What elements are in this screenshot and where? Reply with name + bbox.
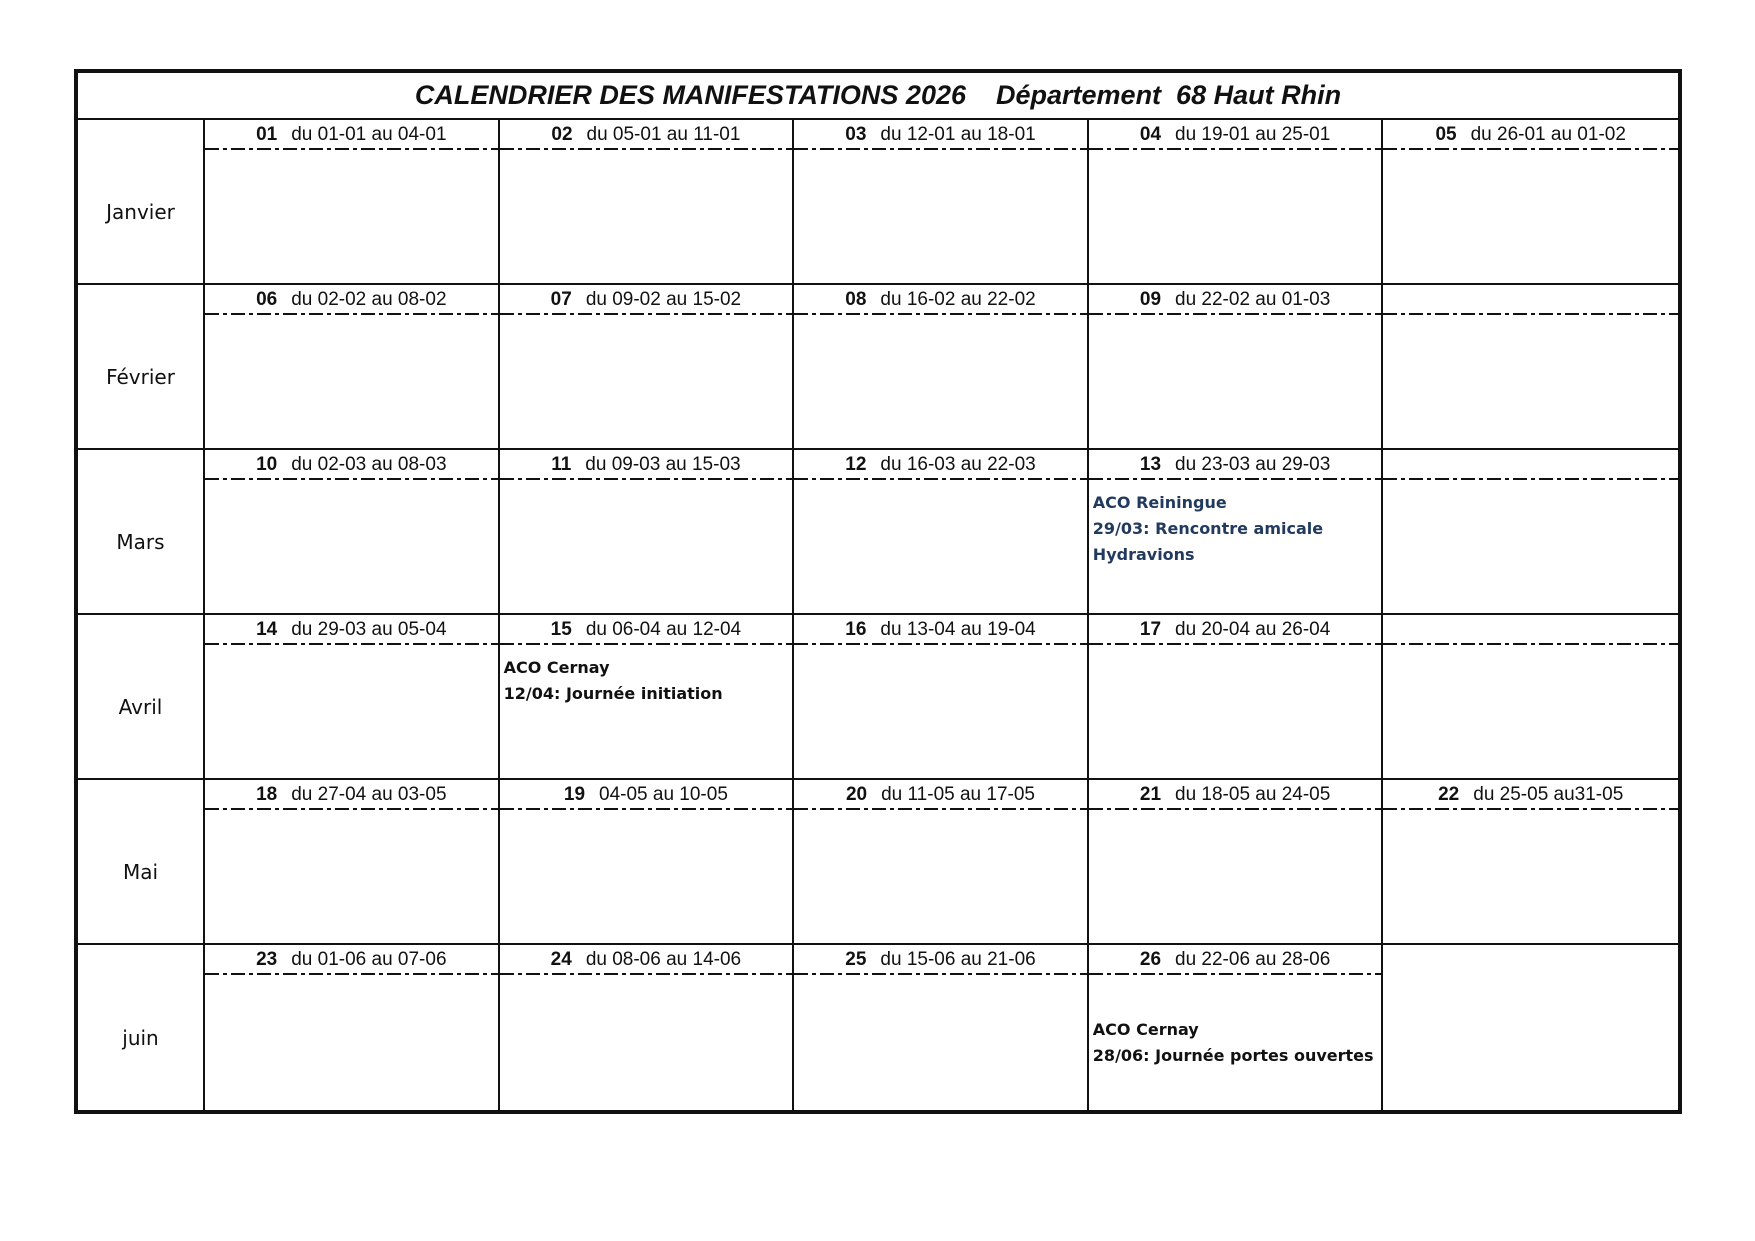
event-detail: Hydravions xyxy=(1092,545,1195,564)
week-number: 22 xyxy=(1438,784,1460,805)
week-header xyxy=(794,120,1087,150)
week-header xyxy=(1383,120,1678,150)
dash-divider xyxy=(794,643,1087,645)
week-range: du 29-03 au 05-04 xyxy=(291,619,447,640)
week-range: du 22-02 au 01-03 xyxy=(1175,289,1331,310)
week-cell xyxy=(205,780,500,945)
dash-divider xyxy=(1383,148,1678,150)
week-header xyxy=(1383,285,1678,315)
dash-divider xyxy=(500,148,793,150)
week-cell xyxy=(205,615,500,780)
week-cell xyxy=(205,945,500,1110)
dash-divider xyxy=(1089,973,1382,975)
week-header xyxy=(205,615,498,645)
week-range: du 15-06 au 21-06 xyxy=(880,949,1036,970)
week-number: 18 xyxy=(256,784,278,805)
week-range: du 13-04 au 19-04 xyxy=(880,619,1036,640)
week-range: du 09-02 au 15-02 xyxy=(585,289,742,310)
week-header xyxy=(205,450,498,480)
week-cell xyxy=(1089,285,1384,450)
week-cell xyxy=(500,120,795,285)
week-cell xyxy=(1383,285,1678,450)
week-header xyxy=(1089,945,1382,975)
month-label: Mars xyxy=(78,450,205,615)
dash-divider xyxy=(205,643,498,645)
week-header xyxy=(794,945,1087,975)
week-range: du 26-01 au 01-02 xyxy=(1470,124,1626,145)
week-number: 14 xyxy=(256,619,278,640)
week-number: 24 xyxy=(550,949,572,970)
week-number: 21 xyxy=(1139,784,1162,805)
week-header xyxy=(205,780,498,810)
week-cell xyxy=(205,285,500,450)
dash-divider xyxy=(794,148,1087,150)
week-cell xyxy=(500,615,795,780)
dash-divider xyxy=(1089,148,1382,150)
week-range: du 18-05 au 24-05 xyxy=(1175,784,1331,805)
week-header xyxy=(794,285,1087,315)
week-cell xyxy=(1089,120,1384,285)
month-label: Avril xyxy=(78,615,205,780)
week-range: du 08-06 au 14-06 xyxy=(585,949,742,970)
dash-divider xyxy=(500,313,793,315)
week-range: du 19-01 au 25-01 xyxy=(1175,124,1331,145)
week-header xyxy=(1089,450,1382,480)
week-header xyxy=(205,120,498,150)
week-header xyxy=(1383,615,1678,645)
month-label: juin xyxy=(78,945,205,1110)
week-number: 01 xyxy=(256,124,278,145)
week-header xyxy=(1383,450,1678,480)
week-number: 26 xyxy=(1139,949,1162,970)
month-label: Janvier xyxy=(78,120,205,285)
dash-divider xyxy=(1383,478,1678,480)
dash-divider xyxy=(205,148,498,150)
week-cell xyxy=(1383,945,1678,1110)
week-header xyxy=(794,615,1087,645)
dash-divider xyxy=(1089,808,1382,810)
week-cell xyxy=(1089,450,1384,615)
week-cell xyxy=(500,780,795,945)
week-header xyxy=(1089,285,1382,315)
week-range: du 05-01 au 11-01 xyxy=(586,124,741,145)
week-cell xyxy=(1089,780,1384,945)
week-range: du 06-04 au 12-04 xyxy=(585,619,742,640)
event-entry xyxy=(504,655,723,707)
dash-divider xyxy=(205,478,498,480)
week-header xyxy=(500,615,793,645)
week-range: du 11-05 au 17-05 xyxy=(881,784,1035,805)
week-range: du 01-01 au 04-01 xyxy=(291,124,447,145)
dash-divider xyxy=(1089,313,1382,315)
week-range: du 01-06 au 07-06 xyxy=(291,949,447,970)
week-range: du 12-01 au 18-01 xyxy=(880,124,1036,145)
week-range: du 27-04 au 03-05 xyxy=(291,784,447,805)
week-range: 04-05 au 10-05 xyxy=(599,784,728,805)
week-number: 25 xyxy=(845,949,867,970)
week-cell xyxy=(1383,120,1678,285)
week-number: 09 xyxy=(1139,289,1162,310)
week-cell xyxy=(205,120,500,285)
week-header xyxy=(500,780,793,810)
week-header xyxy=(205,285,498,315)
week-header xyxy=(1383,780,1678,810)
week-range: du 16-02 au 22-02 xyxy=(880,289,1036,310)
week-number: 12 xyxy=(845,454,867,475)
dash-divider xyxy=(500,808,793,810)
event-detail: 28/06: Journée portes ouvertes xyxy=(1092,1046,1374,1065)
week-range: du 20-04 au 26-04 xyxy=(1175,619,1331,640)
dash-divider xyxy=(205,313,498,315)
week-range: du 22-06 au 28-06 xyxy=(1175,949,1331,970)
dash-divider xyxy=(794,808,1087,810)
week-cell xyxy=(500,285,795,450)
week-number: 13 xyxy=(1139,454,1162,475)
month-label: Février xyxy=(78,285,205,450)
calendar-table xyxy=(74,69,1682,1114)
event-organizer: ACO Cernay xyxy=(503,658,610,677)
week-range: du 02-03 au 08-03 xyxy=(291,454,447,475)
dash-divider xyxy=(1089,478,1382,480)
dash-divider xyxy=(205,808,498,810)
event-organizer: ACO Cernay xyxy=(1092,1020,1199,1039)
week-header xyxy=(794,780,1087,810)
week-cell xyxy=(1089,945,1384,1110)
week-number: 15 xyxy=(550,619,572,640)
event-entry xyxy=(1093,490,1323,568)
week-cell xyxy=(500,945,795,1110)
week-header xyxy=(794,450,1087,480)
week-number: 19 xyxy=(563,784,586,805)
week-number: 20 xyxy=(845,784,868,805)
week-number: 10 xyxy=(256,454,278,475)
dash-divider xyxy=(1383,313,1678,315)
week-header xyxy=(500,945,793,975)
event-organizer: ACO Reiningue xyxy=(1092,493,1227,512)
dash-divider xyxy=(794,973,1087,975)
week-number: 03 xyxy=(845,124,867,145)
week-number: 02 xyxy=(551,124,573,145)
week-number: 11 xyxy=(551,454,572,475)
week-header xyxy=(500,285,793,315)
week-number: 17 xyxy=(1139,619,1162,640)
week-header xyxy=(1089,615,1382,645)
dash-divider xyxy=(794,313,1087,315)
week-cell xyxy=(205,450,500,615)
calendar-title: CALENDRIER DES MANIFESTATIONS 2026 Département 68 Haut Rhin xyxy=(78,73,1678,120)
week-header xyxy=(1089,120,1382,150)
week-cell xyxy=(1383,450,1678,615)
week-cell xyxy=(500,450,795,615)
week-number: 04 xyxy=(1139,124,1162,145)
week-cell xyxy=(794,615,1089,780)
week-cell xyxy=(1383,780,1678,945)
week-cell xyxy=(794,285,1089,450)
dash-divider xyxy=(1383,643,1678,645)
week-number: 16 xyxy=(845,619,867,640)
week-cell xyxy=(1089,615,1384,780)
dash-divider xyxy=(1089,643,1382,645)
dash-divider xyxy=(794,478,1087,480)
week-number: 23 xyxy=(256,949,278,970)
week-range: du 16-03 au 22-03 xyxy=(880,454,1036,475)
week-range: du 02-02 au 08-02 xyxy=(291,289,447,310)
month-label: Mai xyxy=(78,780,205,945)
week-cell xyxy=(794,120,1089,285)
week-header xyxy=(205,945,498,975)
week-range: du 25-05 au31-05 xyxy=(1473,784,1624,805)
event-detail: 29/03: Rencontre amicale xyxy=(1092,519,1324,538)
event-entry xyxy=(1093,1017,1374,1069)
week-header xyxy=(500,450,793,480)
week-cell xyxy=(794,945,1089,1110)
event-detail: 12/04: Journée initiation xyxy=(503,684,723,703)
week-number: 08 xyxy=(845,289,867,310)
week-number: 07 xyxy=(550,289,572,310)
dash-divider xyxy=(500,643,793,645)
dash-divider xyxy=(500,973,793,975)
week-header xyxy=(1089,780,1382,810)
week-cell xyxy=(794,450,1089,615)
week-range: du 23-03 au 29-03 xyxy=(1175,454,1331,475)
week-cell xyxy=(794,780,1089,945)
week-header xyxy=(500,120,793,150)
dash-divider xyxy=(500,478,793,480)
week-cell xyxy=(1383,615,1678,780)
week-range: du 09-03 au 15-03 xyxy=(585,454,741,475)
dash-divider xyxy=(205,973,498,975)
week-number: 05 xyxy=(1435,124,1457,145)
week-number: 06 xyxy=(256,289,278,310)
dash-divider xyxy=(1383,808,1678,810)
